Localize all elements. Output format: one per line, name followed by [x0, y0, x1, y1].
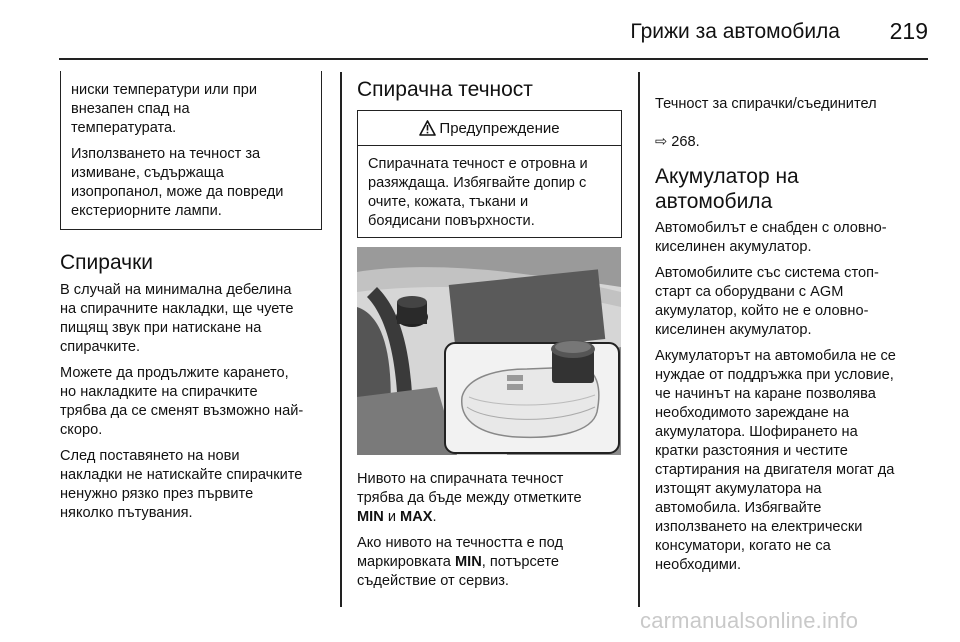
min-mark-label-2: MIN: [454, 554, 482, 570]
watermark: carmanualsonline.info: [640, 608, 859, 633]
warning-text: Спирачната течност е отровна и разяждаща. Избягвайте допир с очите, кожата, тъкани и боядисани повърхности.: [368, 156, 588, 229]
warning-title: Предупреждение: [439, 119, 560, 137]
reference-arrow-icon: ⇨: [655, 134, 668, 150]
header-rule: [59, 58, 928, 60]
engine-bay-illustration: [357, 247, 621, 455]
note-paragraph: ниски температури или при внезапен спад на температурата.: [71, 82, 258, 136]
brake-fluid-service-paragraph: Ако нивото на течността е под маркировката MIN, потърсете съдействие от сервиз.: [357, 535, 563, 589]
warning-header: [358, 111, 621, 146]
section-heading-battery: Акумулатор на автомобила: [655, 165, 799, 213]
brake-fluid-reservoir-photo: [357, 247, 621, 455]
cross-reference: Течност за спирачки/съединител ⇨ 268.: [655, 96, 877, 150]
warning-box: [357, 110, 622, 238]
paragraph: Автомобилът е снабден с оловно- киселинен акумулатор.: [655, 220, 887, 255]
brake-fluid-level-paragraph: Нивото на спирачната течност трябва да бъде между отметките MIN и MAX.: [357, 471, 582, 525]
reference-page-link[interactable]: 268.: [667, 134, 700, 150]
paragraph: В случай на минимална дебелина на спирачните накладки, ще чуете пищящ звук при натискане на спирачките.: [60, 282, 294, 355]
paragraph: Автомобилите със система стоп- старт са оборудвани с AGM акумулатор, който не е оловно- киселинен акумулатор.: [655, 265, 879, 338]
middle-column-text: [357, 470, 622, 598]
section-heading-brakes: Спирачки: [60, 251, 154, 274]
right-column: [655, 76, 940, 582]
column-separator-2: [638, 72, 640, 607]
max-mark-label: MAX: [400, 509, 433, 525]
paragraph: Акумулаторът на автомобила не се нуждае от поддръжка при условие, че начинът на каране позволява необходимото зареждане на акумулатора. Шофирането на кратки разстояния и честите стартирания на двигателя могат да изтощят акумулатора на автомобила. Избягвайте използването на електрически консуматори, когато не са необходими.: [655, 348, 896, 573]
continued-note-box: [60, 71, 322, 230]
min-mark-label: MIN: [357, 509, 384, 525]
section-heading-brake-fluid: Спирачна течност: [357, 78, 533, 101]
left-column: [60, 71, 322, 530]
warning-triangle-icon: [419, 120, 436, 136]
page-number: 219: [889, 18, 928, 44]
middle-column: [357, 78, 622, 238]
note-paragraph: Използването на течност за измиване, съдържаща изопропанол, може да повреди екстериорните лампи.: [71, 146, 284, 219]
column-separator-1: [340, 72, 342, 607]
paragraph: Можете да продължите карането, но накладките на спирачките трябва да се сменят възможно най- скоро.: [60, 365, 304, 438]
paragraph: След поставянето на нови накладки не натискайте спирачките ненужно рязко през първите няколко пътувания.: [60, 448, 303, 521]
page-header-title: Грижи за автомобила: [630, 20, 840, 43]
